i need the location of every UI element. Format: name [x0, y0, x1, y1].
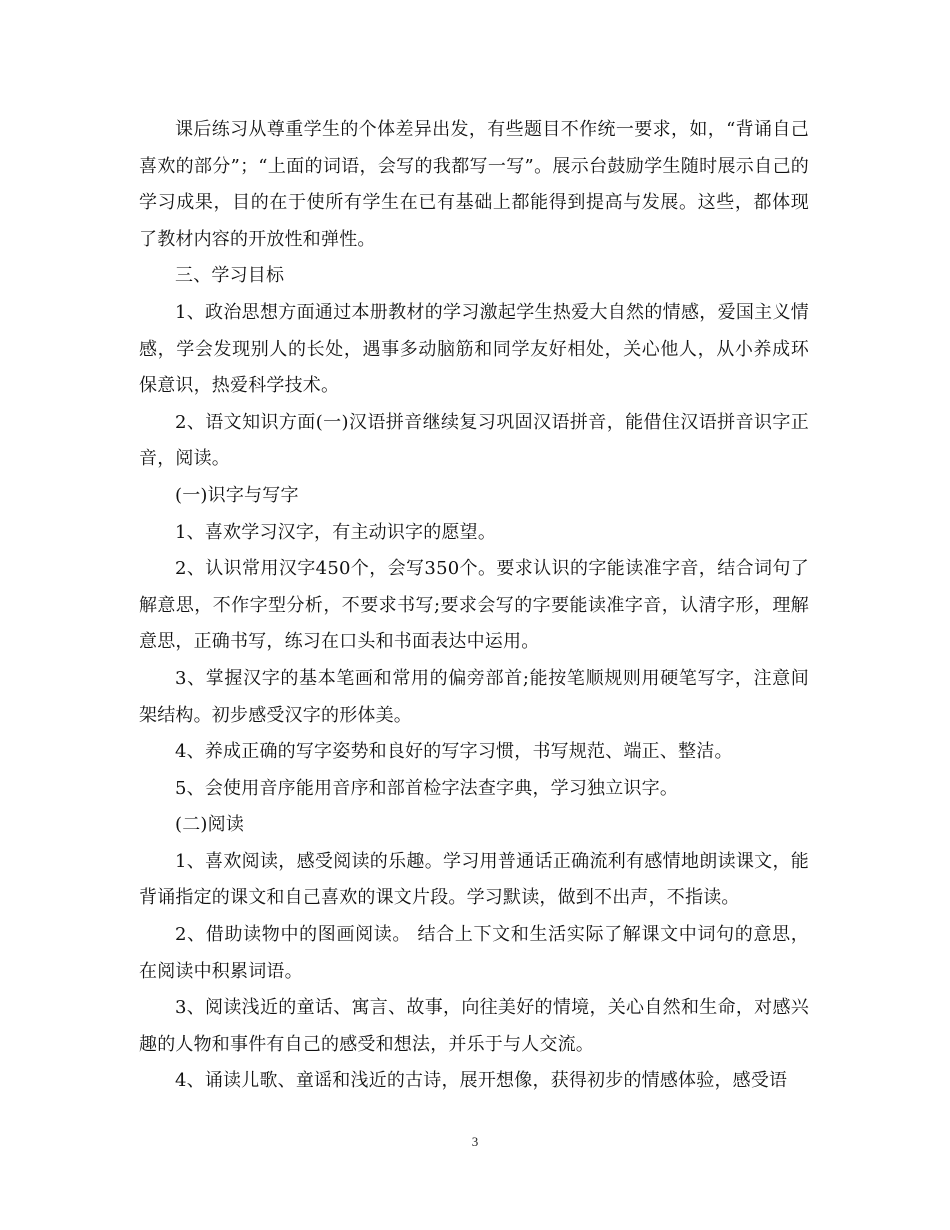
list-item-literacy-3: 3、掌握汉字的基本笔画和常用的偏旁部首;能按笔顺规则用硬笔写字，注意间架结构。初步感受汉字的形体美。 [139, 667, 809, 726]
subheading-literacy-writing: (一)识字与写字 [175, 484, 299, 506]
list-item-literacy-5: 5、会使用音序能用音序和部首检字法查字典，学习独立识字。 [175, 777, 679, 799]
paragraph-language-knowledge: 2、语文知识方面(一)汉语拼音继续复习巩固汉语拼音，能借住汉语拼音识字正音，阅读。 [139, 411, 809, 470]
list-item-reading-2: 2、借助读物中的图画阅读。 结合上下文和生活实际了解课文中词句的意思，在阅读中积累词语。 [139, 924, 809, 982]
list-item-literacy-2: 2、认识常用汉字450个，会写350个。要求认识的字能读准字音，结合词句了解意思，不作字型分析，不要求书写;要求会写的字要能读准字音，认清字形，理解意思，正确书写，练习在口头和书面表达中运用。 [139, 558, 809, 653]
subheading-reading: (二)阅读 [175, 814, 245, 836]
list-item-reading-4: 4、诵读儿歌、童谣和浅近的古诗，展开想像，获得初步的情感体验，感受语 [175, 1070, 788, 1092]
section-heading-learning-goals: 三、学习目标 [175, 265, 285, 287]
list-item-literacy-1: 1、喜欢学习汉字，有主动识字的愿望。 [175, 521, 497, 543]
document-body [139, 112, 809, 1100]
list-item-literacy-4: 4、养成正确的写字姿势和良好的写字习惯，书写规范、端正、整洁。 [175, 741, 733, 763]
paragraph-political-thought: 1、政治思想方面通过本册教材的学习激起学生热爱大自然的情感，爱国主义情感，学会发现别人的长处，遇事多动脑筋和同学友好相处，关心他人，从小养成环保意识，热爱科学技术。 [139, 301, 809, 397]
paragraph-exercise-openness: 课后练习从尊重学生的个体差异出发，有些题目不作统一要求，如，“背诵自己喜欢的部分”；“上面的词语，会写的我都写一写”。展示台鼓励学生随时展示自己的学习成果，目的在于使所有学生在已有基础上都能得到提高与发展。这些，都体现了教材内容的开放性和弹性。 [139, 119, 809, 250]
page-number: 3 [471, 1134, 479, 1149]
list-item-reading-3: 3、阅读浅近的童话、寓言、故事，向往美好的情境，关心自然和生命，对感兴趣的人物和事件有自己的感受和想法，并乐于与人交流。 [139, 997, 809, 1055]
list-item-reading-1: 1、喜欢阅读，感受阅读的乐趣。学习用普通话正确流利有感情地朗读课文，能背诵指定的课文和自己喜欢的课文片段。学习默读，做到不出声，不指读。 [139, 850, 809, 909]
